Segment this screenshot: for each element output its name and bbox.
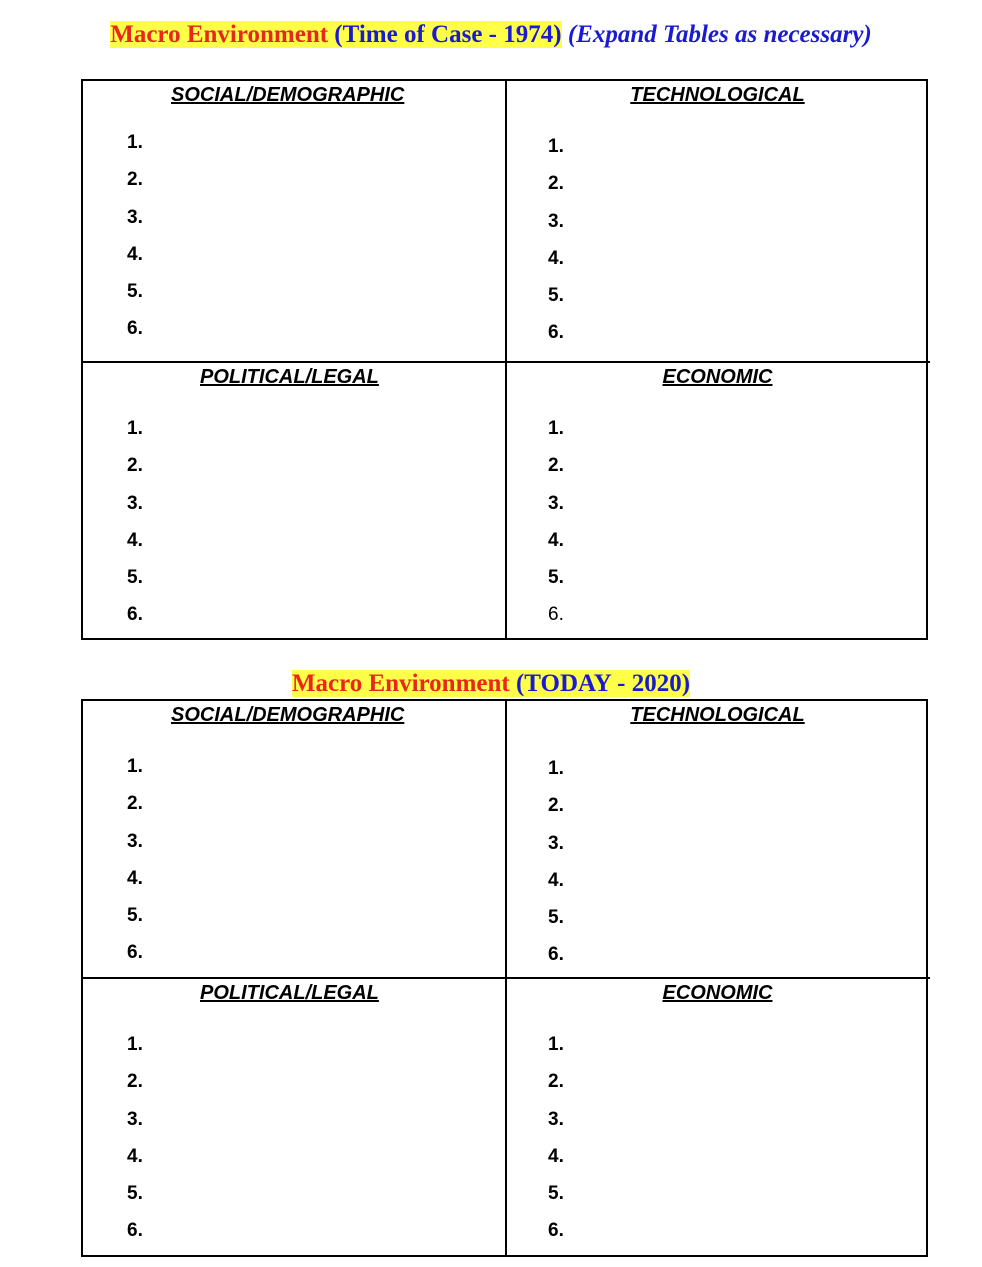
list-number: 6. — [548, 604, 564, 626]
list-number: 5. — [127, 281, 143, 303]
list-number: 1. — [548, 758, 564, 779]
list-number: 5. — [548, 1183, 564, 1205]
list-number: 5. — [548, 567, 564, 589]
list-number: 3. — [127, 1108, 143, 1130]
list-number: 1. — [127, 132, 143, 153]
list-number: 3. — [548, 492, 564, 514]
list-number: 4. — [548, 1145, 564, 1167]
social-cell — [83, 81, 507, 363]
list-number: 3. — [548, 210, 564, 232]
macro-environment-label: Macro Environment — [110, 21, 329, 48]
list-number: 1. — [127, 418, 143, 439]
list-number: 6. — [127, 604, 143, 626]
political-header: POLITICAL/LEGAL — [200, 366, 379, 388]
list-number: 5. — [548, 285, 564, 307]
list-number: 2. — [548, 795, 564, 817]
list-number: 5. — [548, 907, 564, 929]
economic-list — [548, 1035, 564, 1259]
economic-cell — [507, 363, 930, 640]
political-cell — [83, 363, 507, 640]
list-number: 2. — [127, 455, 143, 477]
today-year-label: (TODAY - 2020) — [515, 670, 691, 697]
list-number: 4. — [127, 529, 143, 551]
list-number: 1. — [127, 756, 143, 777]
social-list — [127, 757, 143, 981]
technological-cell — [507, 81, 930, 363]
list-number: 4. — [548, 247, 564, 269]
list-number: 4. — [127, 867, 143, 889]
list-number: 2. — [127, 793, 143, 815]
today-title — [0, 669, 982, 699]
list-number: 5. — [127, 567, 143, 589]
economic-header: ECONOMIC — [662, 982, 773, 1004]
list-number: 3. — [548, 1108, 564, 1130]
technological-list — [548, 137, 564, 361]
list-number: 1. — [127, 1034, 143, 1055]
list-number: 4. — [548, 529, 564, 551]
list-number: 2. — [548, 173, 564, 195]
list-number: 3. — [127, 492, 143, 514]
technological-header: TECHNOLOGICAL — [630, 704, 805, 726]
list-number: 6. — [127, 1220, 143, 1242]
political-cell — [83, 979, 507, 1257]
social-header: SOCIAL/DEMOGRAPHIC — [171, 704, 405, 726]
today-title-highlight — [292, 670, 690, 697]
list-number: 3. — [127, 206, 143, 228]
case-year-label: (Time of Case - 1974) — [334, 21, 562, 48]
list-number: 5. — [127, 1183, 143, 1205]
list-number: 6. — [548, 322, 564, 344]
technological-cell — [507, 701, 930, 979]
case-title-highlight — [110, 21, 561, 48]
technological-header: TECHNOLOGICAL — [630, 84, 805, 106]
social-cell — [83, 701, 507, 979]
list-number: 1. — [548, 418, 564, 439]
case-title — [0, 20, 982, 50]
list-number: 1. — [548, 136, 564, 157]
economic-list — [548, 419, 564, 643]
political-list — [127, 419, 143, 643]
list-number: 6. — [127, 942, 143, 964]
political-header: POLITICAL/LEGAL — [200, 982, 379, 1004]
economic-cell — [507, 979, 930, 1257]
list-number: 6. — [548, 1220, 564, 1242]
list-number: 2. — [127, 1071, 143, 1093]
list-number: 2. — [548, 455, 564, 477]
list-number: 4. — [127, 1145, 143, 1167]
expand-tables-note: (Expand Tables as necessary) — [567, 21, 872, 48]
list-number: 6. — [127, 318, 143, 340]
social-header: SOCIAL/DEMOGRAPHIC — [171, 84, 405, 106]
list-number: 5. — [127, 905, 143, 927]
macro-environment-label: Macro Environment — [291, 670, 510, 697]
list-number: 4. — [548, 869, 564, 891]
technological-list — [548, 759, 564, 983]
list-number: 4. — [127, 243, 143, 265]
macro-table-1974 — [81, 79, 928, 640]
list-number: 3. — [548, 832, 564, 854]
list-number: 2. — [127, 169, 143, 191]
list-number: 6. — [548, 944, 564, 966]
political-list — [127, 1035, 143, 1259]
macro-table-2020 — [81, 699, 928, 1257]
list-number: 2. — [548, 1071, 564, 1093]
economic-header: ECONOMIC — [662, 366, 773, 388]
list-number: 3. — [127, 830, 143, 852]
social-list — [127, 133, 143, 357]
list-number: 1. — [548, 1034, 564, 1055]
